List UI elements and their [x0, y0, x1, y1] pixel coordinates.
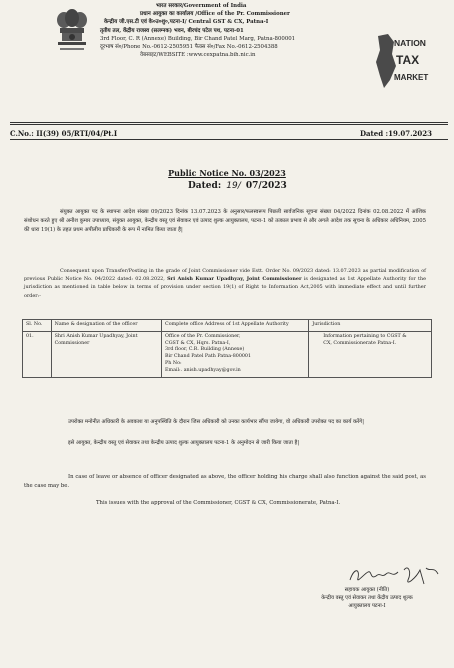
table-cell-sl: 01.	[23, 331, 52, 377]
notice-title: Public Notice No. 03/2023	[168, 168, 286, 178]
english-paragraph-1-a: Consequent upon Transfer/Posting in the grade of Joint Commissioner vide Estt. Order No. 09/2023 dated: 13.07.2023 as partial modification of previous Public Notice No. 04/2022 dated: 02.08.2022,	[24, 268, 426, 283]
logo-word-market: MARKET	[394, 73, 429, 82]
notice-date	[188, 181, 287, 191]
signatory-designation: सहायक आयुक्त (नीति)	[344, 587, 390, 593]
table-header-jurisdiction: Jurisdiction	[309, 320, 432, 332]
logo-word-nation: NATION	[394, 38, 426, 48]
appellate-authority-table	[22, 319, 432, 378]
table-row	[23, 331, 432, 377]
header-line-cgst: केन्द्रीय जी.एस.टी एवं के०उ०शु०,पटना-I/ Central GST & CX, Patna-I	[104, 19, 269, 26]
file-number: C.No.: II(39) 05/RTI/04/Pt.I	[10, 129, 118, 138]
address-line: 3rd floor, C.R. Building (Annexe)	[165, 347, 245, 353]
header-line-office: प्रधान आयुक्त का कार्यालय /Office of the Pr. Commissioner	[140, 11, 290, 18]
english-paragraph-1-b: is designated as 1st Appellate Authority for the jurisdiction as mentioned in table below in terms of provision under section 19(1) of Right to Information Act,2005 with immediate effect and until further order:-	[24, 276, 427, 299]
english-paragraph-2: In case of leave or absence of officer designated as above, the officer holding his charge shall also function against the said post, as the case may be.	[24, 474, 426, 490]
table-header-row	[23, 320, 432, 332]
office-header	[100, 2, 360, 59]
english-paragraph-1	[24, 267, 426, 300]
header-line-address-hi: तृतीय तल, केंद्रीय राजस्व (सलग्नक) भवन, बीरचंद पटेल पथ, पटना-01	[100, 27, 244, 34]
table-cell-jurisdiction: Information pertaining to CGST & CX, Commissionerate Patna-I.	[309, 331, 432, 377]
hindi-paragraph-2: उपरोक्त मनोनीत अधिकारी के अवकाश या अनुपस्थिति के दौरान जिस अधिकारी को उनका कार्यभार सौंपा जायेगा, वो अधिकारी उपरोक्त पद का कार्य करेंगे|	[68, 419, 365, 425]
state-emblem-icon	[52, 6, 92, 70]
handwritten-signature	[346, 560, 446, 588]
address-email: Email:. anish.upadhyay@gov.in	[165, 367, 241, 373]
header-rule-bottom	[10, 124, 448, 125]
header-line-website: वेबसाइट/WEBSITE :www.cexpatna.bih.nic.in	[140, 52, 256, 59]
table-cell-name: Shri Anish Kumar Upadhyay, Joint Commissioner	[51, 331, 161, 377]
notice-date-label: Dated:	[188, 181, 222, 191]
notice-date-rest: 07/2023	[245, 181, 287, 191]
ref-rule	[10, 139, 448, 140]
header-rule-top	[10, 122, 448, 123]
hindi-paragraph-1: संयुक्त आयुक्त पद के स्थापना आदेश संख्या 09/2023 दिनांक 13.07.2023 के अनुसार/फलस्वरूप पिछली सार्वजनिक सूचना संख्या 04/2022 दिनांक 02.08.2022 में आंशिक संशोधन करते हुए श्री अनीश कुमार उपाध्याय, संयुक्त आयुक्त, केन्द्रीय वस्तु एवं सेवाकर एवं उत्पाद शुल्क आयुक्तालय, पटना-1 को तत्काल प्रभाव से और अगले आदेश तक सूचना के अधिकार अधिनियम, 2005 की धारा 19(1) के तहत प्रथम अपीलीय प्राधिकारी के रूप में नामित किया जाता है|	[24, 209, 426, 233]
table-header-sl: Sl. No.	[23, 320, 52, 332]
address-line: Office of the Pr. Commissioner,	[165, 333, 241, 339]
address-line: Bir Chand Patel Path Patna-800001	[165, 354, 252, 360]
signatory-block	[282, 586, 452, 610]
address-line: CGST & CX, Hqrs. Patna-I,	[165, 340, 231, 346]
table-cell-address	[162, 331, 309, 377]
one-nation-one-tax-logo	[372, 32, 429, 92]
header-line-govt: भारत सरकार/Government of India	[156, 3, 247, 9]
table-header-address: Complete office Address of 1st Appellate Authority	[162, 320, 309, 332]
file-date: Dated :19.07.2023	[359, 129, 432, 138]
signatory-office: आयुक्तालय पटना-I	[348, 603, 386, 609]
address-line: Ph No:	[165, 360, 182, 366]
table-header-name: Name & designation of the officer	[51, 320, 161, 332]
notice-date-day-handwritten: 19/	[226, 181, 241, 191]
hindi-paragraph-3: इसे आयुक्त, केन्द्रीय वस्तु एवं सेवाकर तथा केन्द्रीय उत्पाद शुल्क आयुक्तालय पटना-1 के अनुमोदन से जारी किया जाता है|	[68, 440, 300, 446]
header-line-phone: दूरभाष सं०/Phone No.-0612-2505951 फैक्स सं०/Fax No.-0612-2504388	[100, 44, 278, 51]
english-paragraph-3: This issues with the approval of the Commissioner, CGST & CX, Commissionerate, Patna-I.	[96, 500, 341, 506]
designated-officer-name: Sri Anish Kumar Upadhyay, Joint Commissioner	[167, 276, 302, 283]
header-line-address-en: 3rd Floor, C. R (Annexe) Building, Bir Chand Patel Marg, Patna-800001	[100, 35, 296, 42]
signatory-department: केन्द्रीय वस्तु एवं सेवाकर तथा केंद्रीय उत्पाद शुल्क	[321, 595, 413, 601]
logo-word-tax: TAX	[396, 53, 420, 67]
